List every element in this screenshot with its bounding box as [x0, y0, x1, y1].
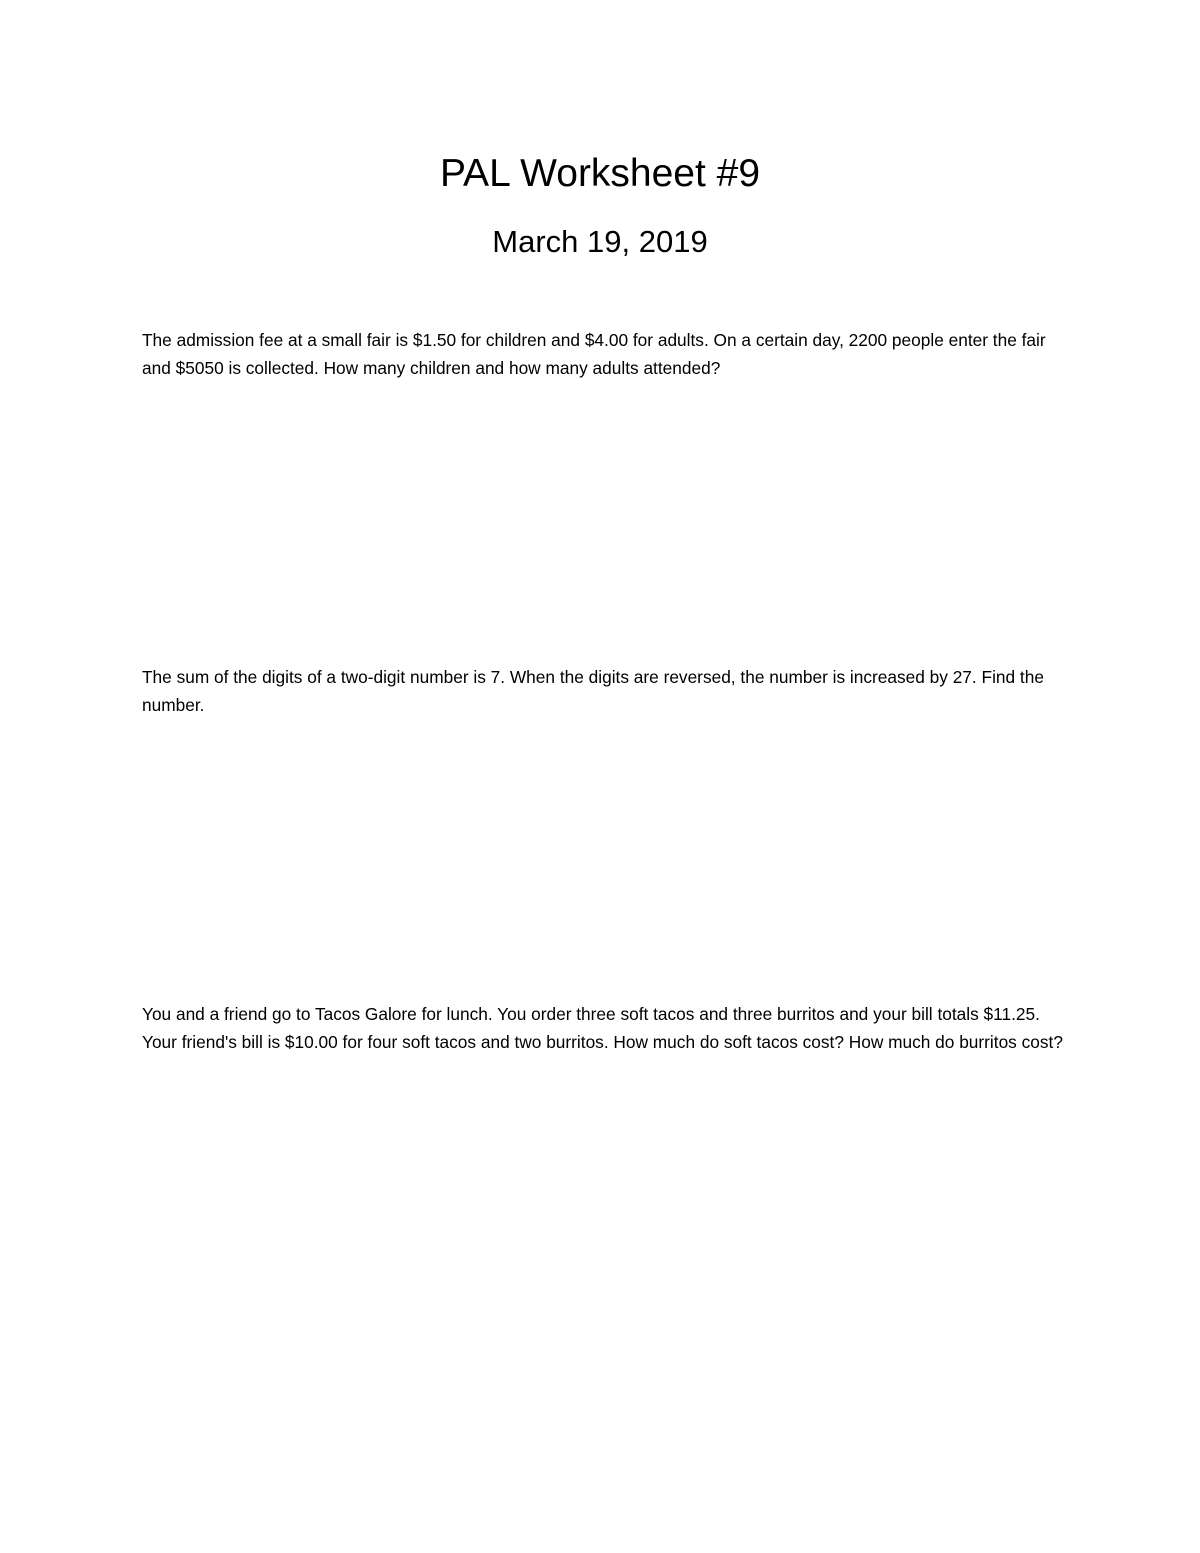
page-title: PAL Worksheet #9 [439, 152, 761, 195]
problem-3-text: You and a friend go to Tacos Galore for lunch. You order three soft tacos and three burritos and your bill totals $11.25. Your friend's bill is $10.00 for four soft tacos and two burritos. How much do soft tacos cost? How much do burritos cost? [142, 1004, 1063, 1052]
problem-2-text: The sum of the digits of a two-digit number is 7. When the digits are reversed, the number is increased by 27. Find the number. [142, 667, 1044, 715]
problem-1-text: The admission fee at a small fair is $1.50 for children and $4.00 for adults. On a certain day, 2200 people enter the fair and $5050 is collected. How many children and how many adults attended? [142, 330, 1046, 378]
worksheet-date: March 19, 2019 [492, 224, 708, 259]
